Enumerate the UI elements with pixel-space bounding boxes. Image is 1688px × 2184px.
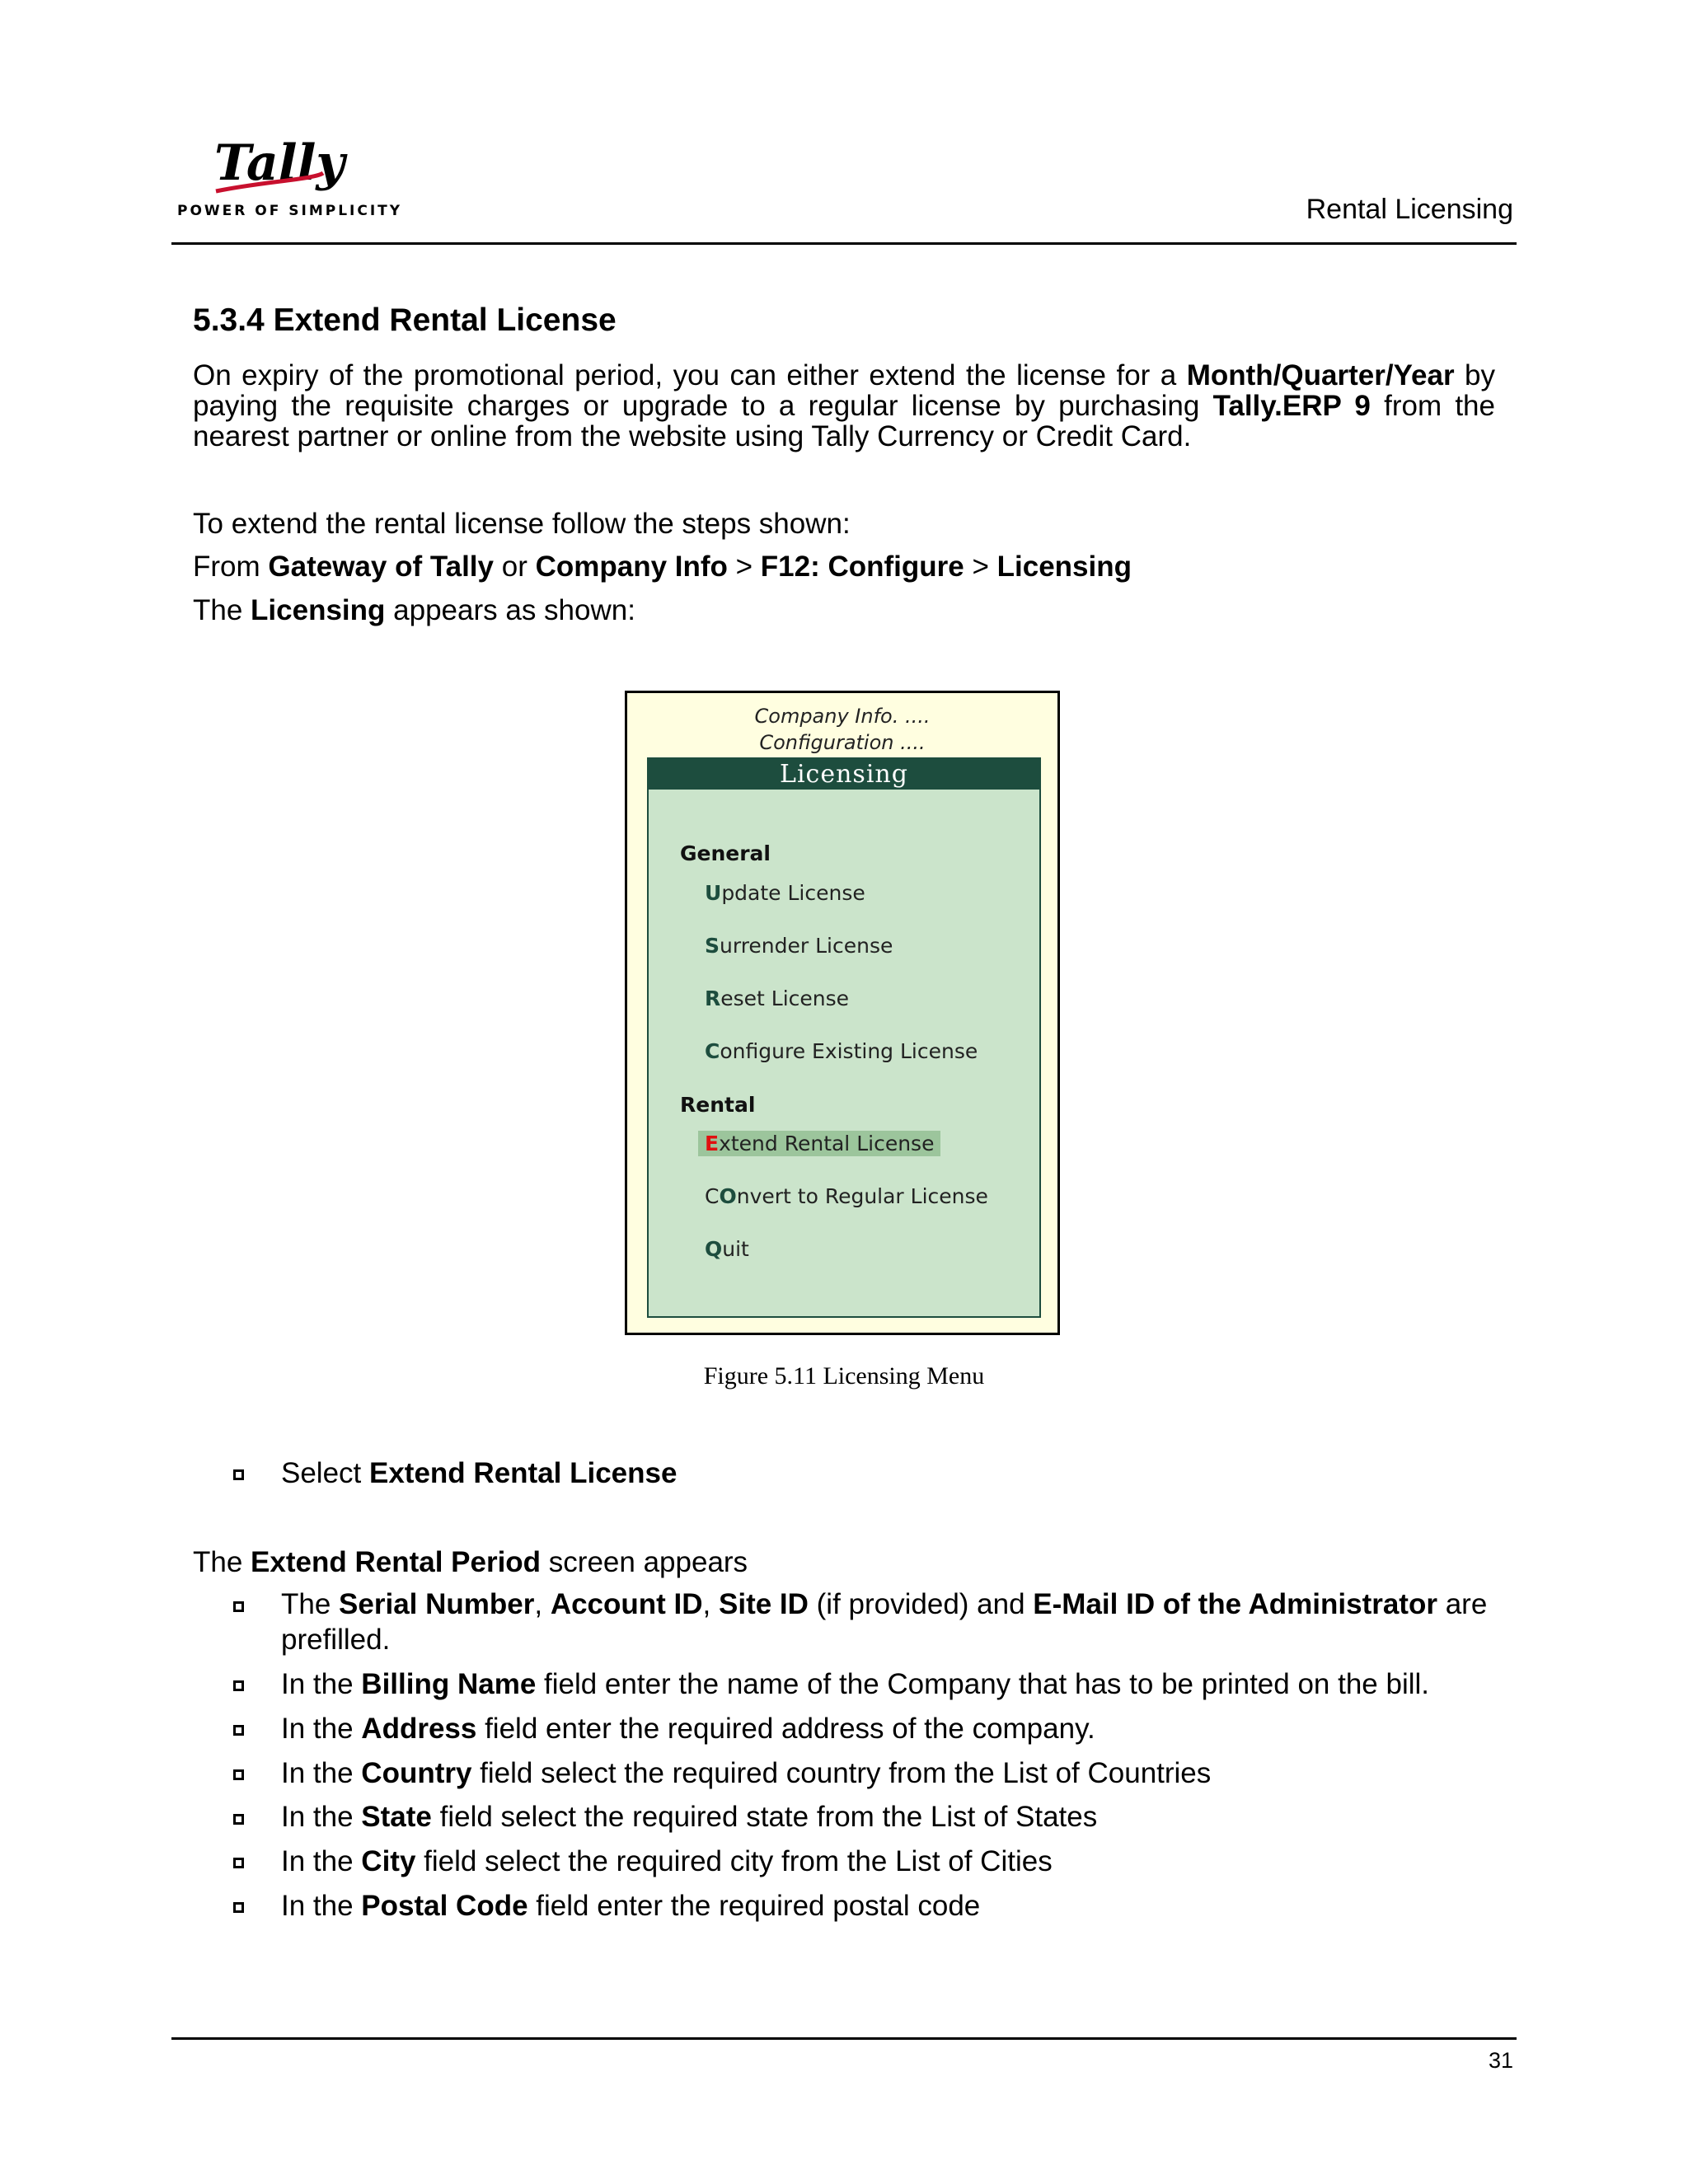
nav-from: From <box>193 551 269 583</box>
bt: , <box>702 1588 719 1620</box>
bullet-postal-code <box>281 1888 1493 1924</box>
footer-rule <box>171 2037 1517 2040</box>
licensing-appears <box>193 594 635 627</box>
licensing-figure <box>625 691 1060 1335</box>
bullet-state <box>281 1799 1493 1835</box>
item-label: onfigure Existing License <box>720 1039 978 1063</box>
nav-or: or <box>494 551 536 583</box>
bb: Serial Number <box>339 1588 535 1620</box>
bt: In the <box>281 1801 362 1833</box>
bt: In the <box>281 1757 362 1789</box>
hotkey-s: S <box>705 934 720 958</box>
es-rest: screen appears <box>541 1546 748 1578</box>
item-label: nvert to Regular License <box>736 1184 988 1208</box>
bt: , <box>534 1588 551 1620</box>
logo-tagline: POWER OF SIMPLICITY <box>177 203 403 219</box>
bullet-marker <box>233 1858 244 1868</box>
item-label: eset License <box>720 987 850 1010</box>
bt: The <box>281 1588 340 1620</box>
bb: Site ID <box>719 1588 809 1620</box>
bullet-marker <box>233 1814 244 1825</box>
b-select-text: Select <box>281 1457 369 1489</box>
tally-logo <box>173 132 403 223</box>
bullet-city <box>281 1844 1493 1879</box>
intro-sep-1: / <box>1273 359 1282 391</box>
intro-quarter: Quarter <box>1281 359 1386 391</box>
licensing-menu <box>647 757 1041 1318</box>
bt: are prefilled. <box>281 1588 1488 1656</box>
bt: field enter the required address of the company. <box>476 1713 1095 1745</box>
bullet-address <box>281 1711 1493 1746</box>
bullet-marker <box>233 1469 244 1480</box>
bullet-marker <box>233 1680 244 1691</box>
steps-intro: To extend the rental license follow the steps shown: <box>193 508 851 540</box>
es-the: The <box>193 1546 251 1578</box>
bullet-marker <box>233 1902 244 1913</box>
bt: field select the required state from the List of States <box>431 1801 1098 1833</box>
menu-item-extend-rental-license[interactable] <box>698 1131 940 1156</box>
bb: Address <box>361 1713 477 1745</box>
item-prefix: C <box>705 1184 720 1208</box>
la-the: The <box>193 594 251 626</box>
bt: field enter the name of the Company that has to be printed on the bill. <box>536 1668 1430 1700</box>
bullet-marker <box>233 1601 244 1612</box>
intro-product: Tally.ERP 9 <box>1212 390 1371 422</box>
tally-logo-icon <box>173 132 371 198</box>
bullet-billing-name <box>281 1666 1493 1702</box>
bt: field select the required country from the List of Countries <box>471 1757 1212 1789</box>
crumb-configuration[interactable]: Configuration .... <box>759 731 926 754</box>
nav-arrow-1: > <box>727 551 761 583</box>
bb: City <box>361 1845 416 1877</box>
nav-gateway: Gateway of Tally <box>268 551 494 583</box>
bullet-country <box>281 1755 1493 1791</box>
nav-company-info: Company Info <box>535 551 728 583</box>
intro-month: Month <box>1186 359 1273 391</box>
group-rental: Rental <box>680 1093 756 1117</box>
menu-item-reset-license[interactable] <box>705 987 849 1010</box>
bb: Country <box>361 1757 472 1789</box>
item-label: urrender License <box>720 934 893 958</box>
bullet-marker <box>233 1725 244 1736</box>
item-label: xtend Rental License <box>719 1132 935 1155</box>
hotkey-o: O <box>719 1184 737 1208</box>
menu-item-surrender-license[interactable] <box>705 934 893 958</box>
menu-item-convert-to-regular-license[interactable] <box>705 1184 988 1208</box>
bb: Postal Code <box>361 1890 528 1922</box>
intro-paragraph <box>193 360 1495 452</box>
intro-text-3: from the nearest partner or online from the website using Tally Currency or Credit Card. <box>193 390 1495 452</box>
bt: field select the required city from the List of Cities <box>415 1845 1053 1877</box>
group-general: General <box>680 841 771 865</box>
bt: In the <box>281 1668 362 1700</box>
header-title: Rental Licensing <box>1306 194 1513 225</box>
bb: Account ID <box>550 1588 703 1620</box>
bb: E-Mail ID of the Administrator <box>1033 1588 1437 1620</box>
bb: State <box>361 1801 432 1833</box>
bt: In the <box>281 1713 362 1745</box>
item-label: pdate License <box>721 881 865 905</box>
menu-item-configure-existing-license[interactable] <box>705 1039 978 1063</box>
menu-title: Licensing <box>649 759 1039 790</box>
hotkey-q: Q <box>705 1237 723 1261</box>
b-select-bold: Extend Rental License <box>369 1457 678 1489</box>
intro-text-1: On expiry of the promotional period, you can either extend the license for a <box>193 359 1187 391</box>
la-licensing: Licensing <box>251 594 386 626</box>
hotkey-r: R <box>705 987 721 1010</box>
hotkey-e: E <box>705 1132 720 1155</box>
bt: (if provided) and <box>808 1588 1034 1620</box>
menu-item-update-license[interactable] <box>705 881 865 905</box>
bt: In the <box>281 1845 362 1877</box>
nav-arrow-2: > <box>964 551 997 583</box>
bullet-prefilled <box>281 1586 1493 1657</box>
nav-licensing: Licensing <box>996 551 1132 583</box>
bt: In the <box>281 1890 362 1922</box>
navigation-path <box>193 551 1132 583</box>
figure-caption: Figure 5.11 Licensing Menu <box>703 1362 985 1390</box>
hotkey-u: U <box>705 881 722 905</box>
page-number: 31 <box>1488 2048 1513 2073</box>
section-title: 5.3.4 Extend Rental License <box>193 302 617 338</box>
nav-configure: F12: Configure <box>760 551 964 583</box>
bullet-select <box>281 1455 1493 1491</box>
logo-wordmark: Tally <box>214 134 345 192</box>
es-bold: Extend Rental Period <box>251 1546 542 1578</box>
bt: field enter the required postal code <box>528 1890 981 1922</box>
hotkey-c: C <box>705 1039 720 1063</box>
crumb-company-info[interactable]: Company Info. .... <box>754 705 931 728</box>
intro-sep-2: / <box>1385 359 1394 391</box>
intro-year: Year <box>1393 359 1455 391</box>
item-label: uit <box>722 1237 749 1261</box>
bullet-marker <box>233 1769 244 1780</box>
la-rest: appears as shown: <box>385 594 635 626</box>
header-rule <box>171 242 1517 245</box>
bb: Billing Name <box>361 1668 537 1700</box>
extend-screen-appears <box>193 1546 748 1579</box>
intro-text-2: by paying the requisite charges or upgrade to a regular license by purchasing <box>193 359 1495 422</box>
menu-item-quit[interactable] <box>705 1237 749 1261</box>
